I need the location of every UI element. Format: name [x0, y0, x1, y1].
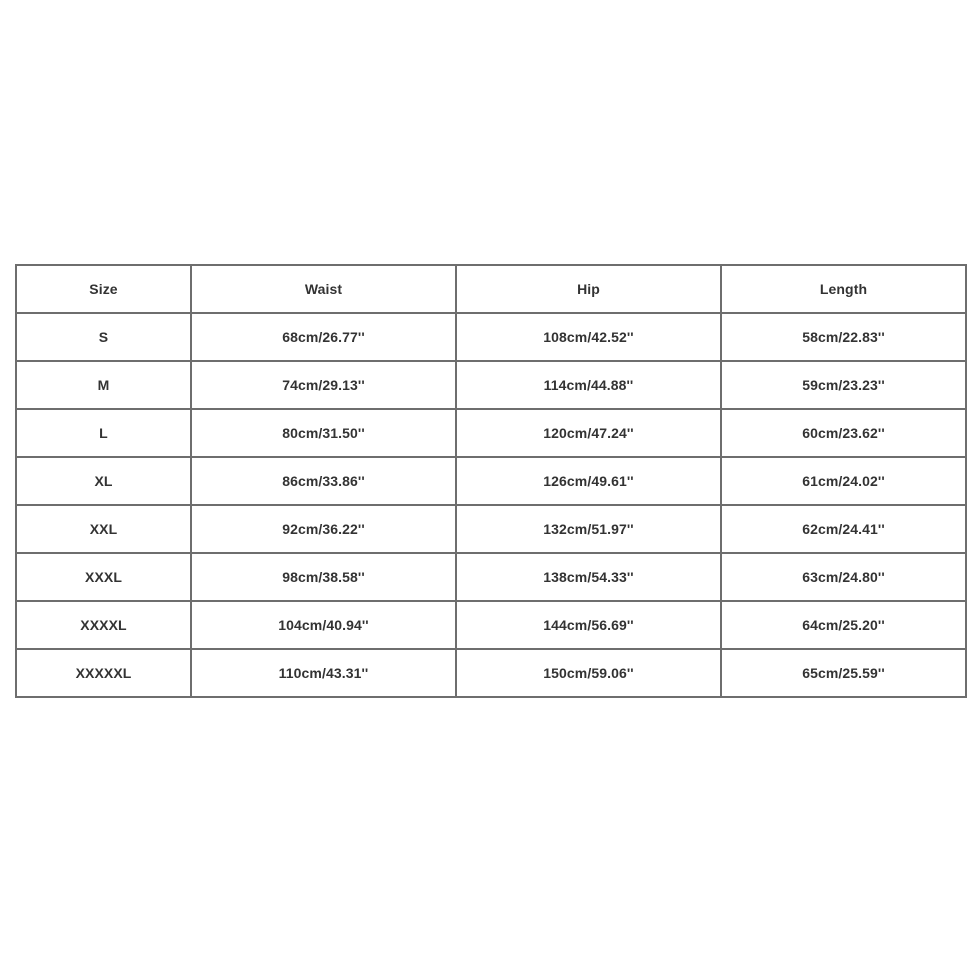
cell-waist: 110cm/43.31''	[191, 649, 456, 697]
size-chart-header	[16, 265, 966, 313]
cell-length: 62cm/24.41''	[721, 505, 966, 553]
table-row	[16, 505, 966, 553]
header-size: Size	[16, 265, 191, 313]
table-row	[16, 601, 966, 649]
cell-hip: 126cm/49.61''	[456, 457, 721, 505]
cell-size: XXXXL	[16, 601, 191, 649]
cell-waist: 104cm/40.94''	[191, 601, 456, 649]
cell-length: 58cm/22.83''	[721, 313, 966, 361]
cell-waist: 74cm/29.13''	[191, 361, 456, 409]
size-chart-body	[16, 313, 966, 697]
cell-size: M	[16, 361, 191, 409]
cell-hip: 150cm/59.06''	[456, 649, 721, 697]
cell-length: 60cm/23.62''	[721, 409, 966, 457]
cell-size: XXXL	[16, 553, 191, 601]
cell-size: S	[16, 313, 191, 361]
cell-waist: 98cm/38.58''	[191, 553, 456, 601]
cell-length: 61cm/24.02''	[721, 457, 966, 505]
cell-waist: 86cm/33.86''	[191, 457, 456, 505]
cell-length: 65cm/25.59''	[721, 649, 966, 697]
header-waist: Waist	[191, 265, 456, 313]
cell-hip: 120cm/47.24''	[456, 409, 721, 457]
cell-length: 64cm/25.20''	[721, 601, 966, 649]
cell-hip: 144cm/56.69''	[456, 601, 721, 649]
table-row	[16, 649, 966, 697]
header-length: Length	[721, 265, 966, 313]
cell-waist: 68cm/26.77''	[191, 313, 456, 361]
cell-hip: 132cm/51.97''	[456, 505, 721, 553]
header-row	[16, 265, 966, 313]
table-row	[16, 457, 966, 505]
cell-size: XXXXXL	[16, 649, 191, 697]
size-chart-table	[15, 264, 967, 698]
cell-size: XXL	[16, 505, 191, 553]
cell-length: 59cm/23.23''	[721, 361, 966, 409]
table-row	[16, 553, 966, 601]
cell-waist: 80cm/31.50''	[191, 409, 456, 457]
cell-size: L	[16, 409, 191, 457]
table-row	[16, 361, 966, 409]
cell-length: 63cm/24.80''	[721, 553, 966, 601]
cell-hip: 138cm/54.33''	[456, 553, 721, 601]
header-hip: Hip	[456, 265, 721, 313]
cell-hip: 108cm/42.52''	[456, 313, 721, 361]
cell-hip: 114cm/44.88''	[456, 361, 721, 409]
table-row	[16, 313, 966, 361]
cell-waist: 92cm/36.22''	[191, 505, 456, 553]
table-row	[16, 409, 966, 457]
cell-size: XL	[16, 457, 191, 505]
